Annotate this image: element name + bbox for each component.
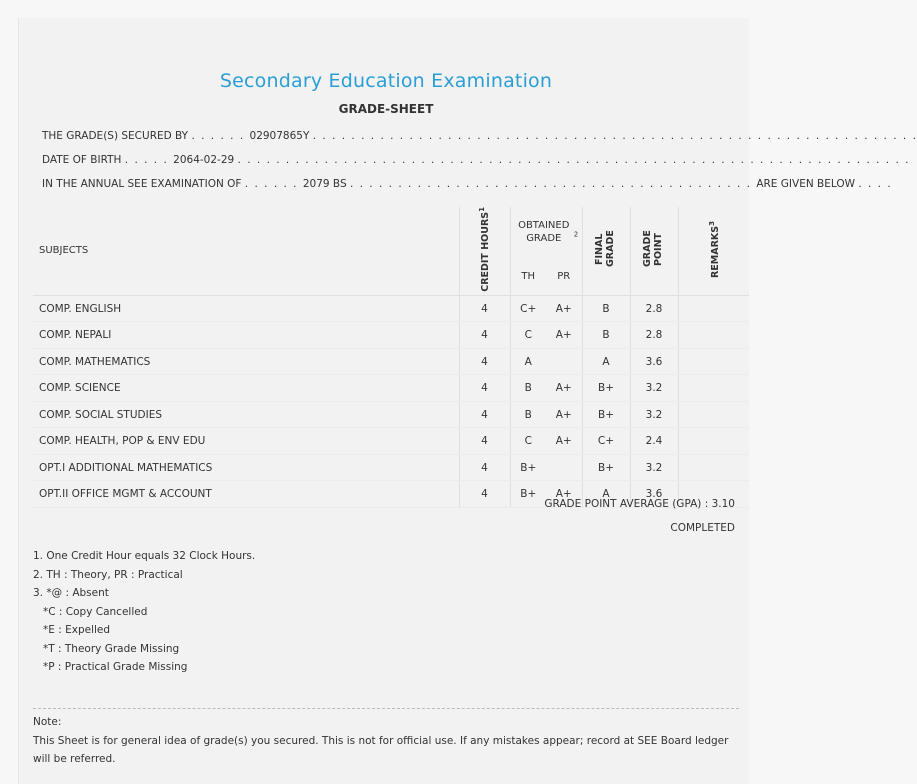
- symbol-number: 02907865Y: [249, 130, 310, 142]
- pr-header: PR: [546, 258, 582, 295]
- credit-cell: 4: [459, 322, 510, 349]
- remarks-label: REMARKS: [709, 225, 721, 278]
- table-row: [33, 295, 749, 322]
- th-cell: B: [510, 401, 546, 428]
- pr-cell: [546, 348, 582, 375]
- pr-cell: [546, 454, 582, 481]
- grade-point-cell: 3.2: [630, 401, 678, 428]
- credit-cell: 4: [459, 428, 510, 455]
- grade-point-cell: 2.4: [630, 428, 678, 455]
- grade-point-cell: 3.2: [630, 454, 678, 481]
- table-row: [33, 428, 749, 455]
- grade-point-label: GRADE POINT: [642, 230, 664, 268]
- exam-year: 2079 BS: [302, 178, 347, 190]
- grade-point-cell: 3.2: [630, 375, 678, 402]
- final-grade-cell: B+: [582, 375, 630, 402]
- credit-hours-label: CREDIT HOURS: [480, 211, 492, 292]
- dob-label: DATE OF BIRTH: [42, 154, 122, 166]
- th-cell: B+: [510, 454, 546, 481]
- final-grade-cell: B: [582, 322, 630, 349]
- exam-line: IN THE ANNUAL SEE EXAMINATION OF . . . . . . 2079 BS . . . . . . . . . . . . . . . . . . . . . . . . . . . . . . . . . . . . . . . . . . ARE GIVEN BELOW . . . .: [42, 178, 893, 190]
- subject-cell: OPT.II OFFICE MGMT & ACCOUNT: [33, 481, 459, 508]
- th-header: TH: [510, 258, 546, 295]
- footnote: *P : Practical Grade Missing: [43, 661, 188, 673]
- footnote: *C : Copy Cancelled: [43, 605, 148, 618]
- table-row: [33, 322, 749, 349]
- footnote: 3. *@ : Absent: [33, 587, 109, 599]
- final-grade-label: FINAL GRADE: [594, 230, 616, 268]
- obtained-grade-header: [510, 207, 582, 258]
- credit-cell: 4: [459, 295, 510, 322]
- obtained-grade-label: OBTAINED GRADE: [518, 220, 570, 245]
- note-box: [33, 713, 733, 769]
- subject-cell: OPT.I ADDITIONAL MATHEMATICS: [33, 454, 459, 481]
- final-grade-cell: B+: [582, 454, 630, 481]
- th-cell: C+: [510, 295, 546, 322]
- subject-cell: COMP. HEALTH, POP & ENV EDU: [33, 428, 459, 455]
- dob-value: 2064-02-29: [173, 154, 235, 166]
- exam-title: Secondary Education Examination: [219, 70, 553, 92]
- remarks-sup: 3: [707, 220, 716, 226]
- pr-cell: A+: [546, 375, 582, 402]
- footnote: *T : Theory Grade Missing: [43, 642, 180, 655]
- credit-sup: 1: [478, 207, 487, 212]
- grade-point-cell: 2.8: [630, 295, 678, 322]
- remarks-header: [678, 207, 749, 295]
- secured-by-label: THE GRADE(S) SECURED BY: [42, 130, 189, 142]
- obtained-sup: 2: [573, 231, 579, 240]
- divider: [33, 708, 739, 709]
- gpa-line: [544, 498, 735, 510]
- final-grade-cell: B+: [582, 401, 630, 428]
- grade-point-cell: 3.6: [630, 348, 678, 375]
- sheet-subtitle: GRADE-SHEET: [338, 102, 434, 116]
- footnotes: [33, 547, 255, 677]
- th-cell: B+: [510, 481, 546, 508]
- status-text: COMPLETED: [670, 522, 735, 534]
- gpa-label: GRADE POINT AVERAGE (GPA) :: [544, 498, 709, 510]
- table-row: [33, 348, 749, 375]
- table-row: [33, 401, 749, 428]
- note-text: This Sheet is for general idea of grade(s) you secured. This is not for official use. If any mistakes appear; record at SEE Board ledger will be referred.: [33, 734, 729, 765]
- credit-cell: 4: [459, 348, 510, 375]
- subject-cell: COMP. ENGLISH: [33, 295, 459, 322]
- pr-cell: A+: [546, 428, 582, 455]
- remarks-cell: [678, 428, 749, 455]
- pr-cell: A+: [546, 401, 582, 428]
- remarks-cell: [678, 322, 749, 349]
- final-grade-cell: A: [582, 481, 630, 508]
- remarks-cell: [678, 295, 749, 322]
- remarks-cell: [678, 401, 749, 428]
- th-cell: A: [510, 348, 546, 375]
- remarks-cell: [678, 348, 749, 375]
- final-grade-header: [582, 207, 630, 295]
- pr-cell: A+: [546, 295, 582, 322]
- credit-hours-header: [459, 207, 510, 295]
- final-grade-cell: B: [582, 295, 630, 322]
- grade-point-cell: 3.6: [630, 481, 678, 508]
- exam-label: IN THE ANNUAL SEE EXAMINATION OF: [42, 178, 242, 190]
- remarks-cell: [678, 454, 749, 481]
- footnote: 2. TH : Theory, PR : Practical: [33, 568, 183, 581]
- remarks-cell: [678, 375, 749, 402]
- th-cell: C: [510, 428, 546, 455]
- footnote: *E : Expelled: [43, 624, 111, 636]
- final-grade-cell: A: [582, 348, 630, 375]
- credit-cell: 4: [459, 401, 510, 428]
- th-cell: B: [510, 375, 546, 402]
- subject-cell: COMP. NEPALI: [33, 322, 459, 349]
- pr-cell: A+: [546, 481, 582, 508]
- table-row: [33, 375, 749, 402]
- footnote: 1. One Credit Hour equals 32 Clock Hours.: [33, 550, 256, 562]
- note-label: Note:: [33, 716, 62, 728]
- secured-by-line: THE GRADE(S) SECURED BY . . . . . . 02907865Y . . . . . . . . . . . . . . . . . . . . . . . . . . . . . . . . . . . . . . . . . . . . . . . . . . . . . . . . . . . . . . .: [42, 130, 917, 142]
- grades-table: [33, 207, 749, 508]
- pr-cell: A+: [546, 322, 582, 349]
- table-row: [33, 454, 749, 481]
- credit-cell: 4: [459, 375, 510, 402]
- subject-cell: COMP. SCIENCE: [33, 375, 459, 402]
- credit-cell: 4: [459, 481, 510, 508]
- grade-rows: [33, 295, 749, 507]
- grade-sheet: [18, 18, 917, 784]
- subject-cell: COMP. SOCIAL STUDIES: [33, 401, 459, 428]
- grade-point-cell: 2.8: [630, 322, 678, 349]
- credit-cell: 4: [459, 454, 510, 481]
- subject-cell: COMP. MATHEMATICS: [33, 348, 459, 375]
- grade-point-header: [630, 207, 678, 295]
- th-cell: C: [510, 322, 546, 349]
- gpa-value: 3.10: [711, 498, 735, 510]
- subjects-header: SUBJECTS: [33, 207, 459, 295]
- dob-line: DATE OF BIRTH . . . . . 2064-02-29 . . . . . . . . . . . . . . . . . . . . . . . . . . . . . . . . . . . . . . . . . . . . . . . . . . . . . . . . . . . . . . . . . . . . . .: [42, 154, 910, 166]
- final-grade-cell: C+: [582, 428, 630, 455]
- given-below-text: ARE GIVEN BELOW: [756, 178, 855, 190]
